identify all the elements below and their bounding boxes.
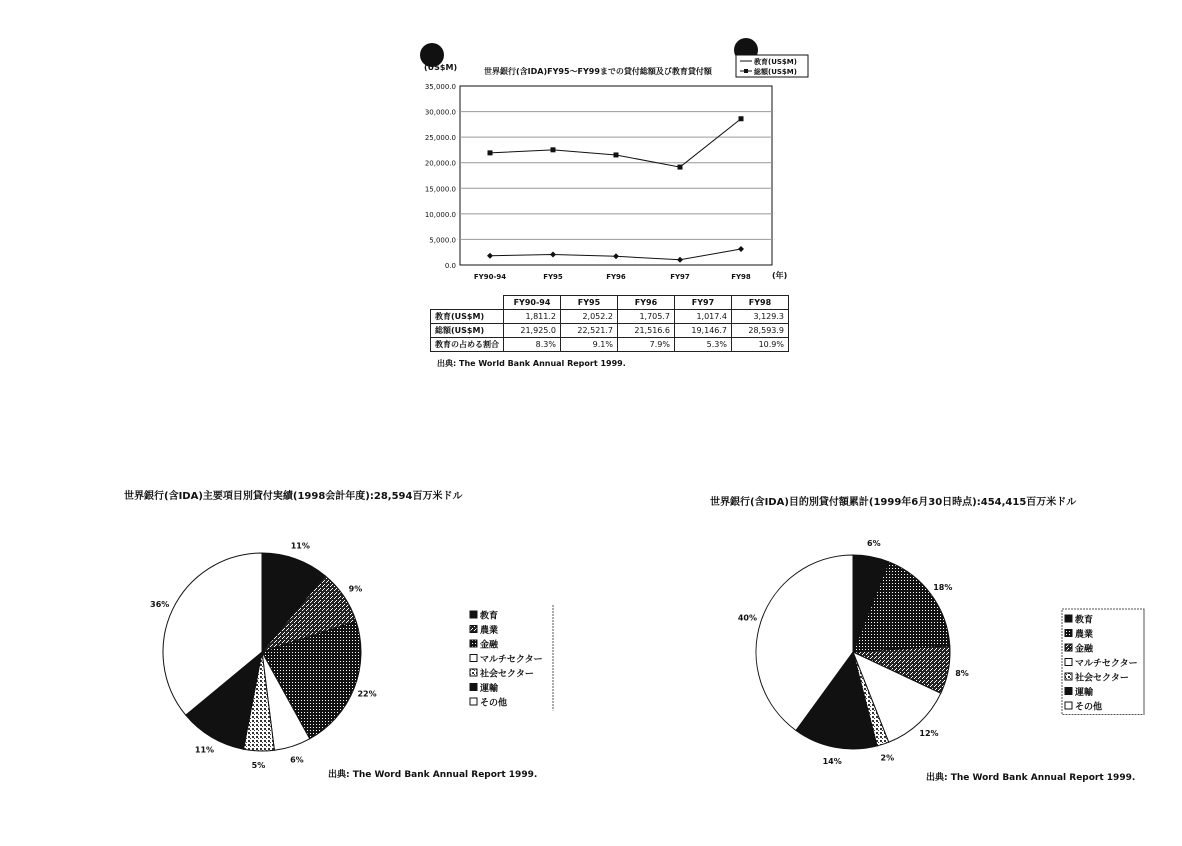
slice-percent-label: 11% (194, 745, 215, 755)
table-col-header: FY90-94 (504, 296, 561, 310)
data-point-education (613, 253, 619, 259)
table-cell: 9.1% (561, 338, 618, 352)
table-cell: 3,129.3 (732, 310, 789, 324)
slice-percent-label: 14% (822, 757, 842, 767)
y-tick-label: 30,000.0 (424, 108, 456, 117)
x-tick-label: FY90-94 (473, 273, 507, 281)
slice-percent-label: 5% (251, 760, 266, 770)
slice-percent-label: 6% (867, 538, 881, 548)
legend-label: 運輸 (1075, 688, 1094, 698)
x-tick-label: FY97 (670, 273, 690, 281)
line-chart-source: 出典: The World Bank Annual Report 1999. (437, 359, 626, 368)
legend-swatch (470, 669, 477, 676)
legend-swatch (1065, 688, 1072, 695)
x-tick-label: FY98 (731, 273, 751, 281)
table-cell: 5.3% (675, 338, 732, 352)
table-cell: 8.3% (504, 338, 561, 352)
legend-label-education: 教育(US$M) (754, 58, 797, 66)
data-point-education (550, 252, 556, 258)
slice-percent-label: 6% (290, 755, 304, 765)
line-legend (736, 55, 808, 77)
data-point-education (677, 257, 683, 263)
y-tick-labels (425, 83, 456, 270)
y-tick-label: 10,000.0 (424, 210, 456, 219)
y-tick-label: 0.0 (444, 262, 456, 270)
data-point-total (551, 147, 556, 152)
legend-swatch (1065, 702, 1072, 709)
pie1-source: 出典: The Word Bank Annual Report 1999. (328, 770, 538, 780)
y-tick-label: 5,000.0 (429, 236, 456, 245)
data-point-education (738, 246, 744, 252)
pie-chart-cumulative (738, 539, 1144, 766)
series-line-total (490, 119, 741, 167)
slice-percent-label: 8% (955, 668, 969, 678)
table-cell: 2,052.2 (561, 310, 618, 324)
legend-label: 金融 (1075, 644, 1094, 655)
slice-percent-label: 36% (150, 599, 170, 609)
legend-label: 農業 (1075, 630, 1094, 640)
slice-percent-label: 2% (880, 753, 895, 763)
data-point-total (488, 150, 493, 155)
legend-label-total: 総額(US$M) (754, 68, 797, 76)
pie2-title: 世界銀行(含IDA)目的別貸付額累計(1999年6月30日時点):454,415百万米ドル (710, 497, 1077, 508)
legend-label: 社会セクター (1075, 673, 1129, 684)
table-cell: 1,017.4 (675, 310, 732, 324)
legend-label: 教育 (480, 611, 499, 622)
legend-swatch (470, 684, 477, 691)
table-col-header: FY98 (732, 296, 789, 310)
legend-swatch (470, 655, 477, 662)
table-cell: 7.9% (618, 338, 675, 352)
legend-label: マルチセクター (1075, 659, 1138, 669)
table-cell: 19,146.7 (675, 324, 732, 338)
data-table (430, 295, 789, 352)
x-tick-labels (474, 273, 751, 281)
table-col-header: FY97 (675, 296, 732, 310)
table-cell: 1,705.7 (618, 310, 675, 324)
table-corner (431, 296, 504, 310)
x-tick-label: FY96 (606, 273, 626, 281)
legend-swatch (1065, 615, 1072, 622)
table-cell: 21,925.0 (504, 324, 561, 338)
pie2-legend (1062, 609, 1144, 715)
slice-percent-label: 22% (357, 689, 377, 699)
pie-chart-1998 (150, 542, 553, 770)
legend-label: その他 (480, 698, 508, 709)
legend-label: 社会セクター (480, 669, 534, 680)
legend-swatch (1065, 630, 1072, 637)
y-tick-label: 20,000.0 (424, 159, 456, 168)
x-axis-unit-label: (年) (772, 271, 788, 280)
pie1-title: 世界銀行(含IDA)主要項目別貸付実績(1998会計年度):28,594百万米ドル (124, 491, 463, 502)
data-point-total (614, 152, 619, 157)
legend-label: 運輸 (480, 684, 499, 694)
table-cell: 1,811.2 (504, 310, 561, 324)
pie2-source: 出典: The Word Bank Annual Report 1999. (926, 773, 1136, 783)
legend-swatch (470, 640, 477, 647)
table-col-header: FY96 (618, 296, 675, 310)
legend-swatch (470, 698, 477, 705)
legend-label: マルチセクター (480, 655, 543, 665)
table-cell: 28,593.9 (732, 324, 789, 338)
table-cell: 10.9% (732, 338, 789, 352)
slice-percent-label: 9% (348, 584, 363, 594)
y-tick-label: 35,000.0 (424, 83, 456, 91)
legend-marker-total (744, 69, 748, 73)
legend-label: 金融 (480, 640, 499, 651)
table-cell: 21,516.6 (618, 324, 675, 338)
line-chart-title: 世界銀行(含IDA)FY95～FY99までの貸付総額及び教育貸付額 (484, 67, 712, 76)
table-header-row (431, 296, 789, 310)
table-row (431, 324, 789, 338)
legend-label: 教育 (1075, 615, 1094, 626)
y-tick-label: 25,000.0 (424, 134, 456, 143)
table-row-label: 総額(US$M) (431, 324, 504, 338)
slice-percent-label: 12% (919, 728, 939, 738)
data-point-education (487, 253, 493, 259)
table-row (431, 338, 789, 352)
table-col-header: FY95 (561, 296, 618, 310)
legend-swatch (1065, 673, 1072, 680)
table-row (431, 310, 789, 324)
table-cell: 22,521.7 (561, 324, 618, 338)
data-point-total (739, 116, 744, 121)
legend-swatch (1065, 659, 1072, 666)
legend-swatch (470, 626, 477, 633)
slice-percent-label: 11% (290, 541, 310, 551)
x-tick-label: FY95 (543, 273, 563, 281)
data-point-total (678, 165, 683, 170)
table-row-label: 教育(US$M) (431, 310, 504, 324)
table-row-label: 教育の占める割合 (431, 338, 504, 352)
slice-percent-label: 40% (737, 613, 758, 623)
legend-label: その他 (1075, 702, 1103, 713)
legend-swatch (470, 611, 477, 618)
line-chart (424, 55, 808, 281)
y-tick-label: 15,000.0 (424, 185, 456, 194)
legend-label: 農業 (480, 626, 499, 636)
legend-swatch (1065, 644, 1072, 651)
pie1-legend (470, 605, 553, 711)
series-group (487, 116, 744, 263)
y-axis-unit-label: (US$M) (424, 63, 458, 72)
slice-percent-label: 18% (933, 582, 953, 592)
plot-frame (460, 86, 772, 265)
